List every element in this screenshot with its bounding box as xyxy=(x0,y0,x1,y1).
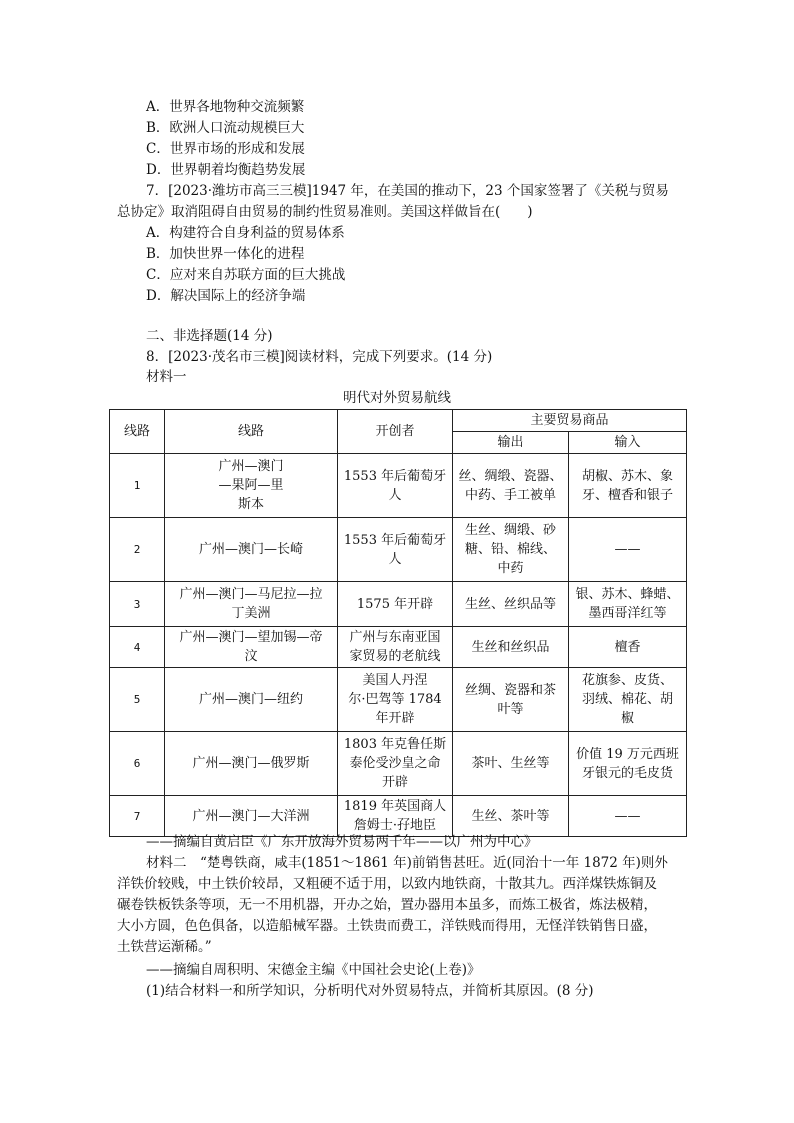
header-route: 线路 xyxy=(165,410,338,454)
cell-route-line: —果阿—里 xyxy=(218,478,284,493)
cell-route-no xyxy=(110,454,165,518)
cell-route-line: 广州—澳门—马尼拉—拉 xyxy=(179,587,323,602)
cell-import-line: 羽绒、棉花、胡 xyxy=(582,692,674,707)
cell-route-no xyxy=(110,627,165,668)
cell-founder-line: 1575 年开辟 xyxy=(356,596,434,612)
cell-route-line: 广州—澳门 xyxy=(218,459,284,474)
q6-option-a: A．世界各地物种交流频繁 xyxy=(146,99,305,115)
cell-founder xyxy=(338,582,453,627)
cell-export-line: 生丝、丝织品等 xyxy=(464,596,556,612)
cell-founder-line: 人 xyxy=(388,487,402,503)
cell-route-no-text: 2 xyxy=(133,543,141,556)
cell-import xyxy=(569,518,687,582)
cell-import-line: 牙银元的毛皮货 xyxy=(582,765,674,781)
cell-route-no xyxy=(110,732,165,796)
material2-line3: 碾卷铁板铁条等项，无一不用机器，开办之始，置办器用本虽多，而炼工极省，炼法极精， xyxy=(117,897,657,913)
cell-route-line: 广州—澳门—大洋洲 xyxy=(192,808,310,824)
cell-founder-line: 美国人丹涅 xyxy=(362,673,428,688)
cell-route-line: 汶 xyxy=(244,649,258,664)
cell-route-line: 斯本 xyxy=(237,497,264,512)
table-row xyxy=(110,582,687,627)
header-goods: 主要贸易商品 xyxy=(453,410,687,432)
table-body xyxy=(110,454,687,837)
cell-route xyxy=(165,454,338,518)
header-import: 输入 xyxy=(569,432,687,454)
cell-import xyxy=(569,454,687,518)
cell-route xyxy=(165,796,338,837)
cell-founder-line: 开辟 xyxy=(381,775,408,790)
cell-export xyxy=(453,582,569,627)
cell-import-line: 椒 xyxy=(621,711,635,726)
cell-founder-line: 尔·巴驾等 1784 xyxy=(348,692,442,707)
cell-route-line: 广州—澳门—纽约 xyxy=(198,692,303,707)
cell-route xyxy=(165,582,338,627)
cell-route xyxy=(165,518,338,582)
cell-route-no-text: 3 xyxy=(133,597,141,611)
cell-route xyxy=(165,732,338,796)
cell-founder-line: 年开辟 xyxy=(375,711,415,726)
source-material2: ——摘编自周积明、宋德金主编《中国社会史论(上卷)》 xyxy=(146,962,481,978)
material2-line2: 洋铁价较贱，中土铁价较昂，又粗硬不适于用，以致内地铁商，十散其九。西洋煤铁炼铜及 xyxy=(117,876,657,892)
cell-route-no xyxy=(110,796,165,837)
cell-import xyxy=(569,732,687,796)
cell-route-no-text: 6 xyxy=(133,757,141,770)
cell-export xyxy=(453,796,569,837)
table-row xyxy=(110,518,687,582)
q7-option-c: C．应对来自苏联方面的巨大挑战 xyxy=(146,267,346,283)
cell-founder-line: 广州与东南亚国 xyxy=(349,630,441,645)
cell-founder-line: 泰伦受沙皇之命 xyxy=(349,756,441,771)
table-caption: 明代对外贸易航线 xyxy=(343,390,451,406)
cell-founder xyxy=(338,627,453,668)
cell-route-line: 丁美洲 xyxy=(231,606,271,621)
cell-founder xyxy=(338,732,453,796)
cell-export-line: 生丝、茶叶等 xyxy=(471,808,550,824)
q6-option-c: C．世界市场的形成和发展 xyxy=(146,141,305,157)
cell-route-no xyxy=(110,668,165,732)
question-1: (1)结合材料一和所学知识，分析明代对外贸易特点，并简析其原因。(8 分) xyxy=(146,983,594,999)
cell-import-line: 檀香 xyxy=(614,639,641,655)
cell-export xyxy=(453,454,569,518)
cell-export-line: 生丝、绸缎、砂 xyxy=(464,523,556,538)
q6-option-d: D．世界朝着均衡趋势发展 xyxy=(146,162,306,178)
material2-line1: 材料二 “楚粤铁商，咸丰(1851～1861 年)前销售甚旺。近(同治十一年 1872 年)则外 xyxy=(146,855,668,871)
cell-founder-line: 人 xyxy=(388,551,402,567)
cell-import xyxy=(569,796,687,837)
cell-import-line: 墨西哥洋红等 xyxy=(588,606,667,621)
q7-stem-line1: 7．[2023·潍坊市高三三模]1947 年，在美国的推动下，23 个国家签署了《关税与贸易 xyxy=(146,183,669,199)
q7-option-a: A．构建符合自身利益的贸易体系 xyxy=(146,225,345,241)
cell-export-line: 生丝和丝织品 xyxy=(471,639,550,655)
cell-route-line: 广州—澳门—长崎 xyxy=(198,542,303,557)
cell-founder-line: 家贸易的老航线 xyxy=(349,649,441,664)
header-founder: 开创者 xyxy=(338,410,453,454)
trade-routes-table xyxy=(109,409,687,837)
cell-founder-line: 詹姆士·孖地臣 xyxy=(353,818,437,833)
cell-founder xyxy=(338,796,453,837)
cell-import-line: 牙、檀香和银子 xyxy=(582,487,674,503)
cell-import xyxy=(569,668,687,732)
cell-export xyxy=(453,732,569,796)
cell-import xyxy=(569,582,687,627)
cell-import-line: 价值 19 万元西班 xyxy=(576,746,679,762)
cell-route-no xyxy=(110,518,165,582)
q7-stem-line2: 总协定》取消阻碍自由贸易的制约性贸易准则。美国这样做旨在( ) xyxy=(117,204,533,220)
cell-import-line: 胡椒、苏木、象 xyxy=(582,468,674,484)
material2-line5: 土铁营运渐稀。” xyxy=(117,939,212,955)
source-material1: ——摘编自黄启臣《广东开放海外贸易两千年——以广州为中心》 xyxy=(146,834,538,850)
cell-founder-line: 1553 年后葡萄牙 xyxy=(343,468,447,484)
cell-founder xyxy=(338,518,453,582)
cell-export-line: 糖、铅、棉线、 xyxy=(464,542,556,557)
q8-stem: 8．[2023·茂名市三模]阅读材料，完成下列要求。(14 分) xyxy=(146,349,493,365)
material1-label: 材料一 xyxy=(146,369,187,385)
cell-route-no-text: 4 xyxy=(133,640,141,654)
cell-export xyxy=(453,518,569,582)
table-row xyxy=(110,627,687,668)
cell-export xyxy=(453,627,569,668)
cell-route-no-text: 7 xyxy=(133,809,141,823)
cell-route-no-text: 5 xyxy=(133,693,141,706)
cell-export-line: 茶叶、生丝等 xyxy=(471,756,550,771)
cell-import-line: 花旗参、皮货、 xyxy=(582,673,674,688)
cell-route-no-text: 1 xyxy=(133,479,141,492)
cell-founder-line: 1553 年后葡萄牙 xyxy=(343,532,447,548)
cell-import-line: —— xyxy=(614,542,641,557)
table-row xyxy=(110,732,687,796)
q7-option-d: D．解决国际上的经济争端 xyxy=(146,288,306,304)
cell-import-line: —— xyxy=(614,808,641,824)
section-heading: 二、非选择题(14 分) xyxy=(146,328,273,344)
cell-route-line: 广州—澳门—望加锡—帝 xyxy=(179,630,323,645)
q6-option-b: B．欧洲人口流动规模巨大 xyxy=(146,120,305,136)
cell-route-no xyxy=(110,582,165,627)
table-row xyxy=(110,668,687,732)
table-row xyxy=(110,454,687,518)
cell-route xyxy=(165,627,338,668)
material2-line4: 大小方圆，色色俱备，以造船械军器。土铁贵而费工，洋铁贱而得用，无怪洋铁销售日盛， xyxy=(117,918,657,934)
cell-founder xyxy=(338,454,453,518)
table-row xyxy=(110,796,687,837)
cell-export-line: 中药 xyxy=(497,561,524,576)
cell-export-line: 丝绸、瓷器和茶 xyxy=(464,682,556,698)
q7-option-b: B．加快世界一体化的进程 xyxy=(146,246,305,262)
cell-route-line: 广州—澳门—俄罗斯 xyxy=(192,756,310,771)
header-export: 输出 xyxy=(453,432,569,454)
cell-import-line: 银、苏木、蜂蜡、 xyxy=(575,587,680,602)
cell-export-line: 丝、绸缎、瓷器、 xyxy=(458,468,563,484)
cell-founder-line: 1803 年克鲁任斯 xyxy=(343,737,447,752)
cell-export xyxy=(453,668,569,732)
cell-founder xyxy=(338,668,453,732)
header-route-no: 线路 xyxy=(110,410,165,454)
cell-route xyxy=(165,668,338,732)
cell-export-line: 叶等 xyxy=(497,701,524,717)
cell-export-line: 中药、手工被单 xyxy=(464,487,556,503)
cell-founder-line: 1819 年英国商人 xyxy=(343,799,447,814)
cell-import xyxy=(569,627,687,668)
